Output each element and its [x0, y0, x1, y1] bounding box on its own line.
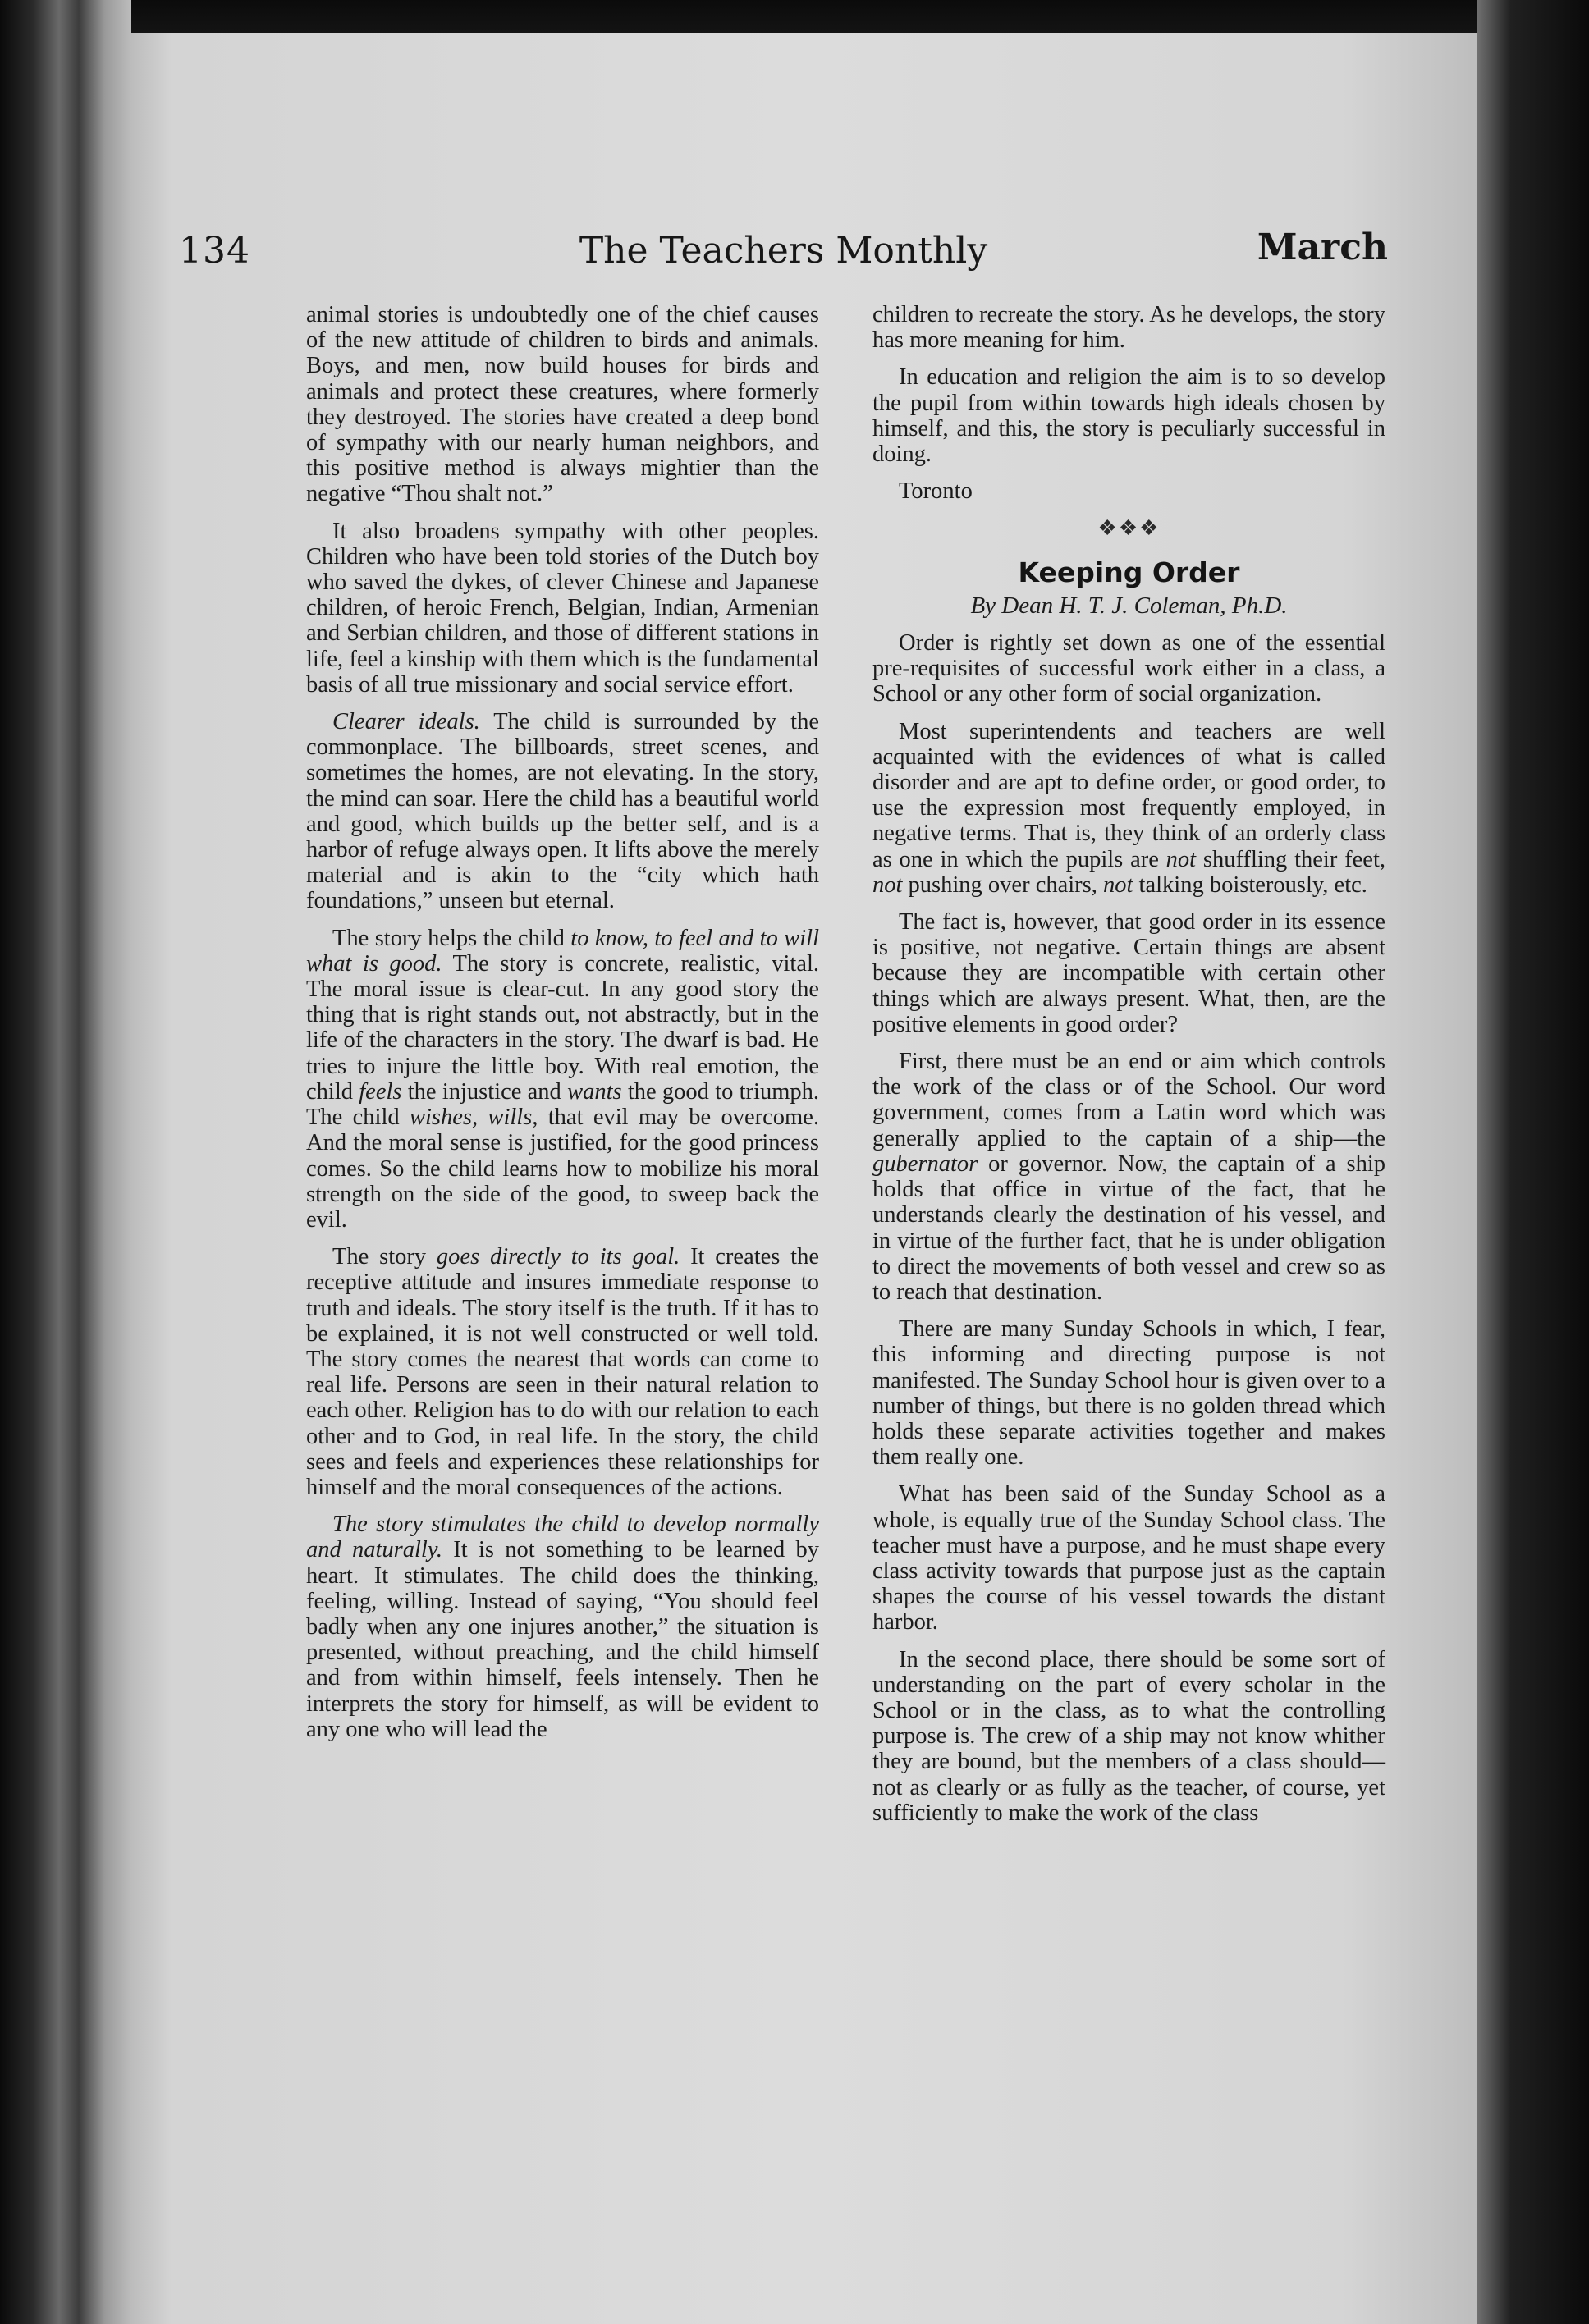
paragraph: Order is rightly set down as one of the essential pre-requisites of successful work either in a class, a School or any other form of social organization.	[872, 630, 1385, 707]
page-number: 134	[179, 230, 250, 272]
paragraph: Clearer ideals. The child is surrounded by the commonplace. The billboards, street scenes, and sometimes the homes, are not elevating. In the story, the mind can soar. Here the child has a beautiful world and good, which builds up the better self, and is a harbor of refuge always open. It lifts above the merely material and is akin to the “city which hath foundations,” unseen but eternal.	[306, 709, 819, 914]
section-ornament: ❖❖❖	[1097, 516, 1161, 541]
paragraph: children to recreate the story. As he develops, the story has more meaning for him.	[872, 302, 1385, 354]
left-column	[306, 302, 819, 1754]
scan-right-edge	[1477, 0, 1589, 2324]
paragraph: In the second place, there should be some sort of understanding on the part of every scholar in the School or in the class, as to what the controlling purpose is. The crew of a ship may not know whither they are bound, but the members of a class should—not as clearly or as fully as the teacher, of course, yet sufficiently to make the work of the class	[872, 1646, 1385, 1826]
paragraph: Most superintendents and teachers are well acquainted with the evidences of what is called disorder and are apt to define order, or good order, to use the expression most frequently employed, in negative terms. That is, they think of an orderly class as one in which the pupils are not shuffling their feet, not pushing over chairs, not talking boisterously, etc.	[872, 718, 1385, 898]
paragraph: The fact is, however, that good order in its essence is positive, not negative. Certain things are absent because they are incompatible with certain other things which are always present. What, then, are the positive elements in good order?	[872, 909, 1385, 1037]
paragraph: The story goes directly to its goal. It creates the receptive attitude and insures immediate response to truth and ideals. The story itself is the truth. If it has to be explained, it is not well constructed or well told. The story comes the nearest that words can come to real life. Persons are seen in their natural relation to each other. Religion has to do with our relation to each other and to God, in real life. In the story, the child sees and feels and experiences these relationships for himself and the moral consequences of the actions.	[306, 1244, 820, 1500]
book-binding	[0, 0, 131, 2324]
article-title: Keeping Order	[1018, 556, 1240, 588]
paragraph: First, there must be an end or aim which controls the work of the class or of the School. Our word government, comes from a Latin word which was generally applied to the captain of a ship—the gubernator or governor. Now, the captain of a ship holds that office in virtue of the fact, that he understands clearly the destination of his vessel, and in virtue of the further fact, that he is under obligation to direct the movements of both vessel and crew so as to reach that destination.	[872, 1049, 1385, 1305]
paragraph: The story helps the child to know, to feel and to will what is good. The story is concrete, realistic, vital. The moral issue is clear-cut. In any good story the thing that is right stands out, not abstractly, but in the life of the characters in the story. The dwarf is bad. He tries to injure the little boy. With real emotion, the child feels the injustice and wants the good to triumph. The child wishes, wills, that evil may be overcome. And the moral sense is justified, for the good princess comes. So the child learns how to mobilize his moral strength on the side of the good, to sweep back the evil.	[306, 925, 820, 1233]
article-byline: By Dean H. T. J. Coleman, Ph.D.	[970, 592, 1288, 619]
paragraph: In education and religion the aim is to so develop the pupil from within towards high ideals chosen by himself, and this, the story is peculiarly successful in doing.	[872, 364, 1385, 468]
issue-month: March	[1257, 226, 1388, 268]
paragraph: What has been said of the Sunday School as a whole, is equally true of the Sunday School class. The teacher must have a purpose, and he must shape every class activity towards that purpose just as the captain shapes the course of his vessel towards the distant harbor.	[872, 1481, 1385, 1635]
page-header	[179, 215, 1388, 281]
italic-lead: The story stimulates the child to develop normally and naturally.	[306, 1512, 819, 1563]
italic-lead: Clearer ideals.	[332, 709, 480, 735]
right-column	[872, 302, 1385, 1837]
paragraph: There are many Sunday Schools in which, I fear, this informing and directing purpose is not manifested. The Sunday School hour is given over to a number of things, but there is no golden thread which holds these separate activities together and makes them really one.	[872, 1316, 1385, 1471]
paragraph: It also broadens sympathy with other peoples. Children who have been told stories of the Dutch boy who saved the dykes, of clever Chinese and Japanese children, of heroic French, Belgian, Indian, Armenian and Serbian children, and those of different stations in life, feel a kinship with them which is the fundamental basis of all true missionary and social service effort.	[306, 518, 819, 698]
paragraph: animal stories is undoubtedly one of the chief causes of the new attitude of children to birds and animals. Boys, and men, now build houses for birds and animals and protect these creatures, where formerly they destroyed. The stories have created a deep bond of sympathy with our nearly human neighbors, and this positive method is always mightier than the negative “Thou shalt not.”	[306, 302, 819, 507]
place-signoff: Toronto	[899, 478, 973, 505]
paragraph: The story stimulates the child to develop normally and naturally. It is not something to be learned by heart. It stimulates. The child does the thinking, feeling, willing. Instead of saying, “You should feel badly when any one injures another,” the situation is presented, without preaching, and the child himself and from within himself, feels intensely. Then he interprets the story for himself, as will be evident to any one who will lead the	[306, 1512, 819, 1742]
journal-title: The Teachers Monthly	[579, 230, 988, 272]
